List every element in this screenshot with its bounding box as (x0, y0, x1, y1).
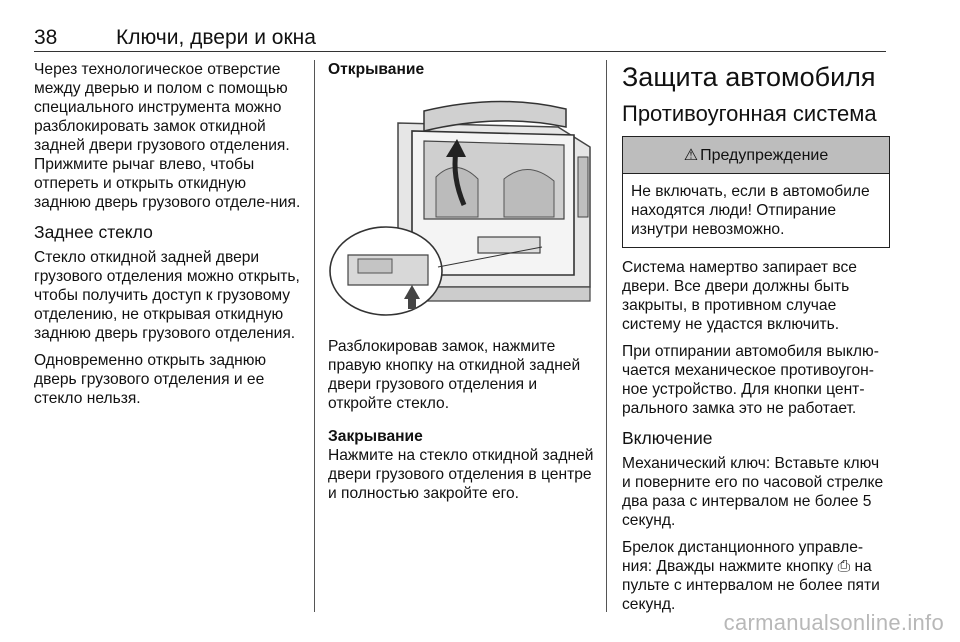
rear-window-paragraph: Одновременно открыть заднюю дверь грузового отделения и ее стекло нельзя. (34, 352, 267, 407)
closing-heading: Закрывание (328, 428, 423, 445)
warning-header (623, 137, 889, 174)
column-3 (622, 60, 890, 622)
opening-heading: Открывание (328, 61, 425, 78)
warning-title: Предупреждение (700, 147, 829, 164)
rear-window-paragraph: Стекло откидной задней двери грузового отделения можно открыть, чтобы получить доступ к грузовому отделению, не открывая откидную заднюю дверь грузового отделения. (34, 249, 300, 342)
intro-paragraph: Через технологическое отверстие между дверью и полом с помощью специального инструмента можно разблокировать замок откидной задней двери грузового отделения. Прижмите рычаг влево, чтобы отпереть и открыть откидную заднюю дверь грузового отделе-ния. (34, 61, 301, 211)
anti-theft-paragraph: Система намертво запирает все двери. Все двери должны быть закрыты, в противном случае систему не удастся включить. (622, 259, 857, 333)
activation-paragraph: Брелок дистанционного управле-ния: Дважды нажмите кнопку ⎙ на пульте с интервалом не более пяти секунд. (622, 539, 880, 613)
rear-window-heading: Заднее стекло (34, 222, 153, 242)
anti-theft-heading: Противоугонная система (622, 101, 877, 126)
header-rule (34, 51, 886, 52)
column-1 (34, 60, 304, 416)
closing-paragraph: Нажмите на стекло откидной задней двери грузового отделения в центре и полностью закройте его. (328, 447, 594, 502)
anti-theft-paragraph: При отпирании автомобиля выклю-чается механическое противоугон-ное устройство. Для кнопки цент-рального замка это не работает. (622, 343, 879, 417)
column-divider (314, 60, 315, 612)
watermark: carmanualsonline.info (723, 610, 944, 635)
page-header (34, 22, 886, 52)
warning-box (622, 136, 890, 248)
column-divider (606, 60, 607, 612)
column-2 (328, 60, 594, 511)
activation-paragraph: Механический ключ: Вставьте ключ и поверните его по часовой стрелке два раза с интервалом не более 5 секунд. (622, 455, 884, 529)
warning-text: Не включать, если в автомобиле находятся люди! Отпирание изнутри невозможно. (631, 183, 870, 238)
section-title: Ключи, двери и окна (116, 26, 316, 49)
opening-paragraph: Разблокировав замок, нажмите правую кнопку на откидной задней двери грузового отделения и откройте стекло. (328, 338, 581, 412)
vehicle-security-heading: Защита автомобиля (622, 62, 876, 92)
warning-triangle-icon: ⚠ (683, 147, 699, 164)
tailgate-window-illustration (328, 87, 592, 323)
tailgate-illustration-svg (328, 87, 592, 323)
page-number: 38 (34, 26, 58, 49)
activation-heading: Включение (622, 428, 713, 448)
